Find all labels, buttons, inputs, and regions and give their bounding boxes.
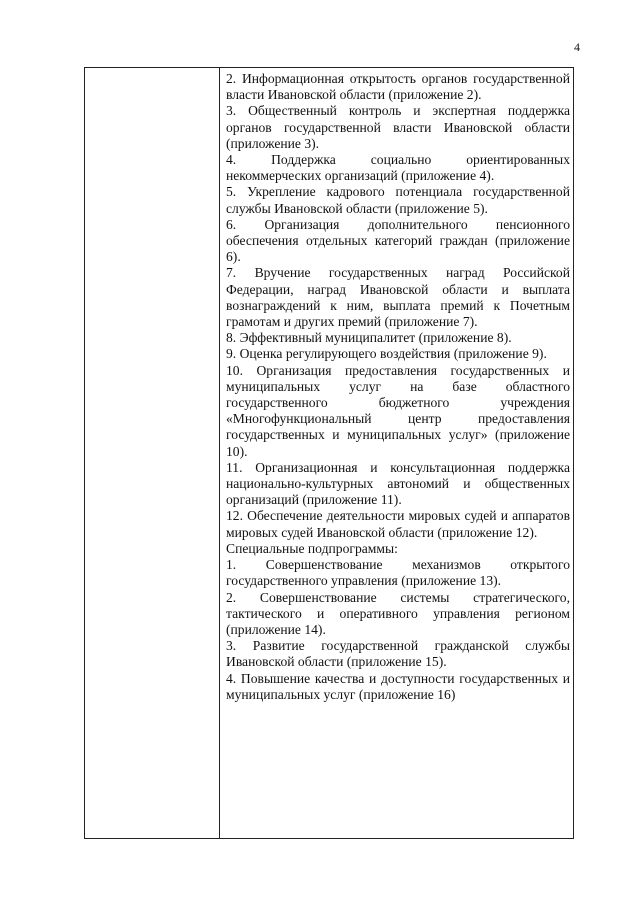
document-table xyxy=(84,67,574,839)
subprogram-item-7: 7. Вручение государственных наград Российской Федерации, наград Ивановской области и выплата вознаграждений к ним, выплата премий к Почетным грамотам и других премий (приложение 7). xyxy=(226,265,570,330)
page-number: 4 xyxy=(574,40,580,54)
subprogram-item-11: 11. Организационная и консультационная поддержка национально-культурных автономий и общественных организаций (приложение 11). xyxy=(226,459,570,508)
special-subprogram-item-4: 4. Повышение качества и доступности государственных и муниципальных услуг (приложение 16) xyxy=(226,670,570,702)
subprogram-item-2: 2. Информационная открытость органов государственной власти Ивановской области (приложение 2). xyxy=(226,71,570,103)
subprogram-item-5: 5. Укрепление кадрового потенциала государственной службы Ивановской области (приложение 5). xyxy=(226,184,570,216)
special-subprogram-item-2: 2. Совершенствование системы стратегического, тактического и оперативного управления регионом (приложение 14). xyxy=(226,589,570,637)
special-subprogram-item-1: 1. Совершенствование механизмов открытого государственного управления (приложение 13). xyxy=(226,557,570,589)
subprogram-item-9: 9. Оценка регулирующего воздействия (приложение 9). xyxy=(226,346,547,362)
subprogram-item-3: 3. Общественный контроль и экспертная поддержка органов государственной власти Ивановской области (приложение 3). xyxy=(226,103,570,151)
subprogram-item-12: 12. Обеспечение деятельности мировых судей и аппаратов мировых судей Ивановской области (приложение 12). xyxy=(226,508,570,540)
special-subprogram-item-3: 3. Развитие государственной гражданской службы Ивановской области (приложение 15). xyxy=(226,638,570,670)
table-left-cell xyxy=(85,68,220,838)
special-subprograms-heading: Специальные подпрограммы: xyxy=(226,540,398,556)
subprogram-item-8: 8. Эффективный муниципалитет (приложение 8). xyxy=(226,330,512,346)
subprogram-item-10: 10. Организация предоставления государственных и муниципальных услуг на базе областного государственного бюджетного учреждения «Многофункциональный центр предоставления государственных и муниципальных услуг» (приложение 10). xyxy=(226,362,570,459)
subprogram-item-6: 6. Организация дополнительного пенсионного обеспечения отдельных категорий граждан (приложение 6). xyxy=(226,216,570,265)
table-right-cell xyxy=(226,71,570,703)
subprogram-item-4: 4. Поддержка социально ориентированных некоммерческих организаций (приложение 4). xyxy=(226,152,570,184)
